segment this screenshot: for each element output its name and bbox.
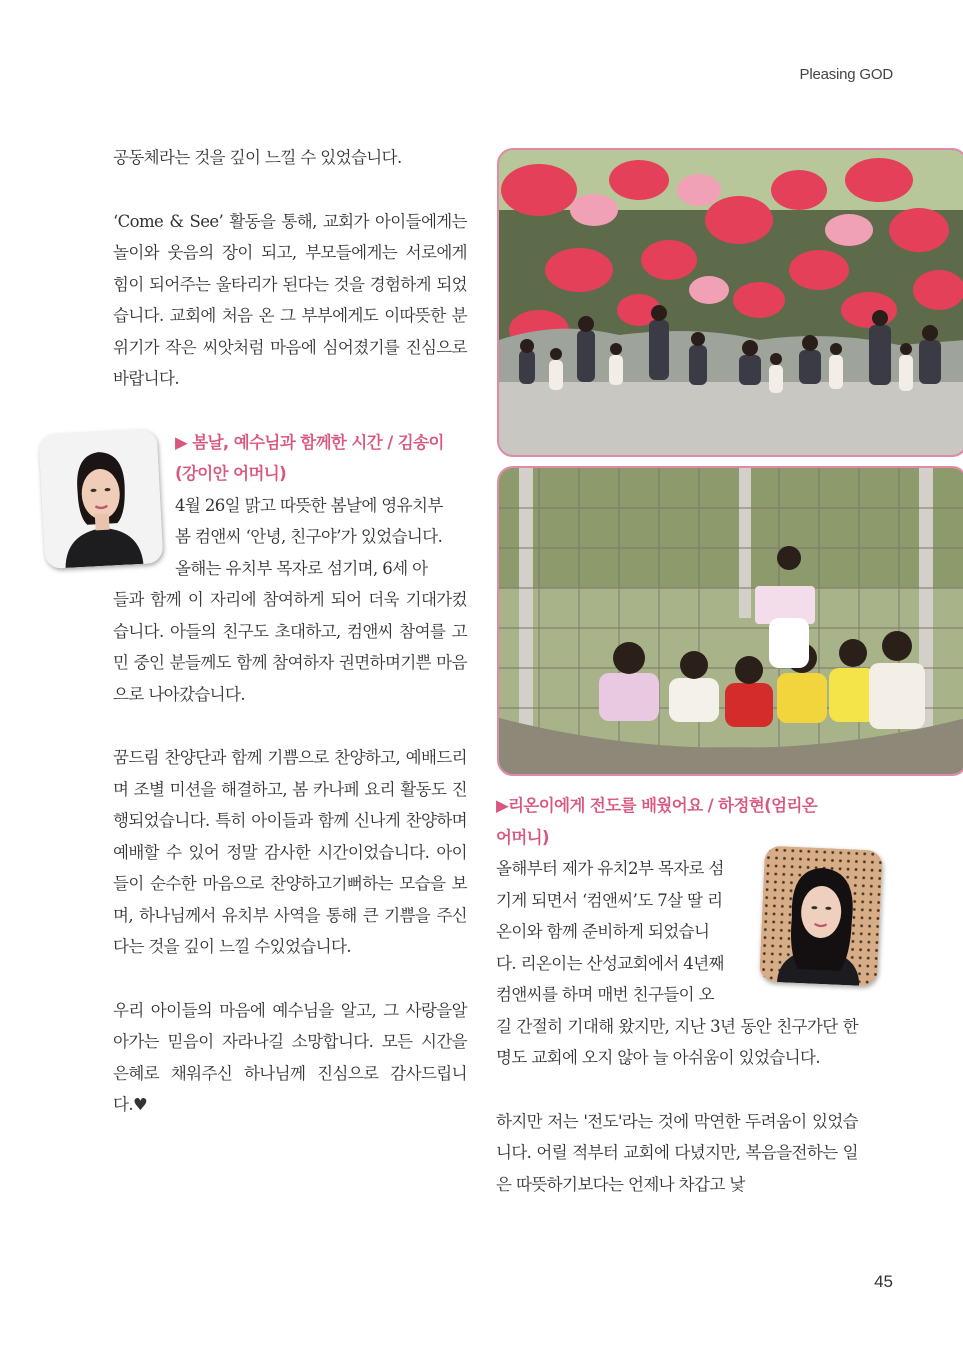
- author-portrait-ha: [759, 845, 883, 986]
- author-block-1: ▶ 봄날, 예수님과 함께한 시간 / 김송이 (강이안 어머니) 4월 26일 맑고 따뜻한 봄날에 영유치부 봄 컴앤씨 ‘안녕, 친구야’가 있었습니다. 올해는 유치부 목자로 섬기며, 6세 아: [113, 427, 467, 585]
- paragraph-2: ‘Come & See’ 활동을 통해, 교회가 아이들에게는놀이와 웃음의 장이 되고, 부모들에게는 서로에게 힘이 되어주는 울타리가 된다는 것을 경험하게 되었습니다. 교회에 처음 온 그 부부에게도 이따뜻한 분위기가 작은 씨앗처럼 마음에 심어졌기를 진심으로 바랍니다.: [113, 211, 468, 388]
- section-heading-1: ▶ 봄날, 예수님과 함께한 시간 / 김송이 (강이안 어머니): [175, 432, 444, 483]
- author-portrait-kim: [39, 429, 164, 569]
- paragraph-1: 공동체라는 것을 깊이 느낄 수 있었습니다.: [113, 148, 402, 167]
- paragraph-3: 들과 함께 이 자리에 참여하게 되어 더욱 기대가컸습니다. 아들의 친구도 초대하고, 컴앤씨 참여를 고민 중인 분들께도 함께 참여하자 권면하며기쁜 마음으로 나아갔습니다.: [113, 590, 467, 704]
- author-block-2: 올해부터 제가 유치2부 목자로 섬 기게 되면서 ‘컴앤씨’도 7살 딸 리 온이와 함께 준비하게 되었습니 다. 리온이는 산성교회에서 4년째 컴앤씨를 하며 매번 친구들이 오: [496, 859, 724, 1004]
- paragraph-5: 우리 아이들의 마음에 예수님을 알고, 그 사랑을알아가는 믿음이 자라나길 소망합니다. 모든 시간을 은혜로 채워주신 하나님께 진심으로 감사드립니다.♥: [113, 1000, 467, 1114]
- running-header: Pleasing GOD: [799, 66, 893, 83]
- children-net-playground-photo: [497, 466, 963, 776]
- left-column: [113, 142, 467, 1121]
- paragraph-right-1: 길 간절히 기대해 왔지만, 지난 3년 동안 친구가단 한 명도 교회에 오지 않아 늘 아쉬움이 있었습니다.: [496, 1016, 858, 1067]
- paragraph-4: 꿈드림 찬양단과 함께 기쁨으로 찬양하고, 예배드리며 조별 미션을 해결하고, 봄 카나페 요리 활동도 진행되었습니다. 특히 아이들과 함께 신나게 찬양하며 예배할 수 있어 정말 감사한 시간이었습니다. 아이들이 순수한 마음으로 찬양하고기뻐하는 모습을 보며, 하나님께서 유치부 사역을 통해 큰 기쁨을 주신다는 것을 깊이 느낄 수있었습니다.: [113, 748, 467, 956]
- paragraph-right-2: 하지만 저는 '전도'라는 것에 막연한 두려움이 있었습니다. 어릴 적부터 교회에 다녔지만, 복음을전하는 일은 따뜻하기보다는 언제나 차갑고 낯: [496, 1111, 858, 1194]
- group-photo-azalea-garden: [497, 148, 963, 457]
- section-heading-2: ▶리온이에게 전도를 배웠어요 / 하정현(엄리온 어머니): [496, 796, 818, 847]
- page-number: 45: [874, 1272, 893, 1291]
